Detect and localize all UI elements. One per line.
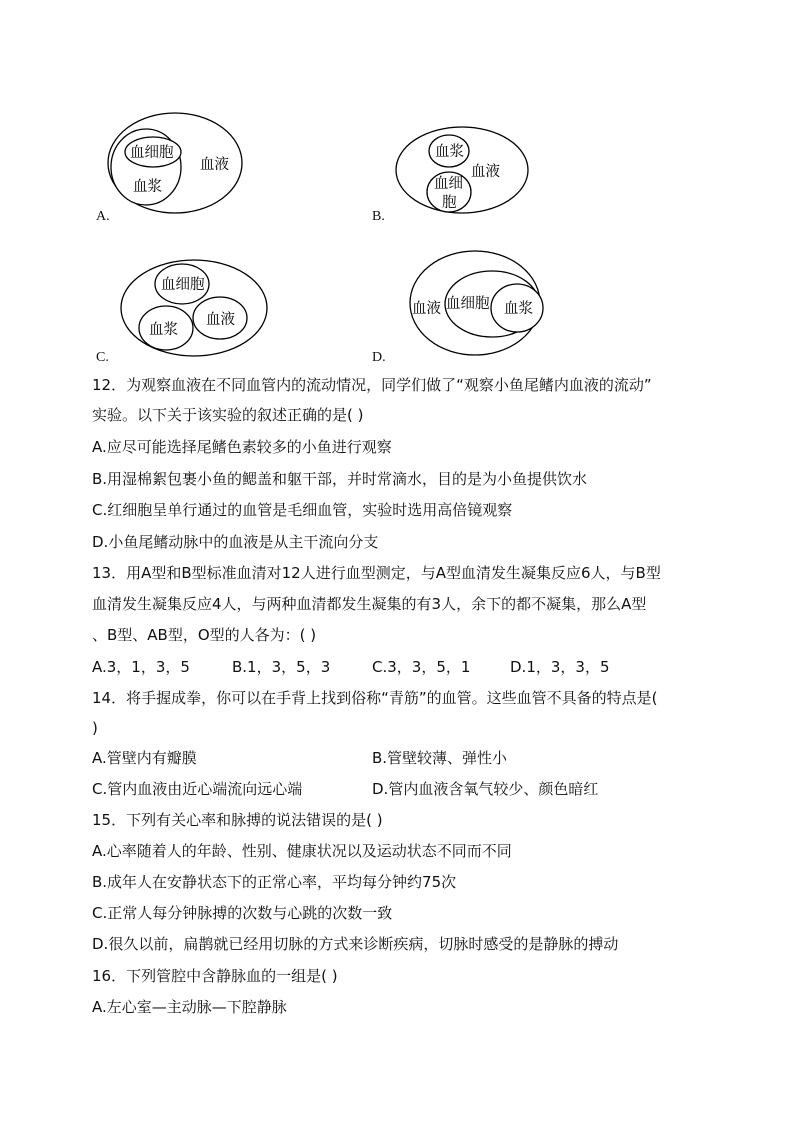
blood-cell-label: 血细胞 xyxy=(161,277,205,293)
q15-option-d: D.很久以前，扁鹊就已经用切脉的方式来诊断疾病，切脉时感受的是静脉的搏动 xyxy=(92,935,619,953)
q15-stem: 15．下列有关心率和脉搏的说法错误的是( ) xyxy=(92,811,383,829)
diagram-d-letter: D. xyxy=(372,350,386,365)
q13-stem-line1: 13．用A型和B型标准血清对12人进行血型测定，与A型血清发生凝集反应6人，与B型 xyxy=(92,564,661,582)
diagram-a xyxy=(108,112,248,222)
diagram-a-letter: A. xyxy=(96,209,110,224)
q13-option-d: D.1，3，3，5 xyxy=(510,658,610,676)
plasma-label: 血浆 xyxy=(435,144,464,160)
blood-cell-label: 血细胞 xyxy=(130,145,174,161)
q14-option-d: D.管内血液含氧气较少、颜色暗红 xyxy=(372,780,599,798)
diagram-c xyxy=(120,260,270,360)
diagram-d xyxy=(409,250,549,360)
diagram-c-letter: C. xyxy=(96,350,109,365)
q13-option-b: B.1，3，5，3 xyxy=(232,658,331,676)
blood-label: 血液 xyxy=(412,301,441,317)
plasma-label: 血浆 xyxy=(504,301,533,317)
q16-stem: 16．下列管腔中含静脉血的一组是( ) xyxy=(92,967,338,985)
q15-option-b: B.成年人在安静状态下的正常心率，平均每分钟约75次 xyxy=(92,873,457,891)
diagram-b-letter: B. xyxy=(372,209,385,224)
q13-stem-line3: 、B型、AB型，O型的人各为：( ) xyxy=(92,626,317,644)
blood-label: 血液 xyxy=(471,164,500,180)
q12-option-b: B.用湿棉絮包裹小鱼的鳃盖和躯干部，并时常滴水，目的是为小鱼提供饮水 xyxy=(92,470,588,488)
q12-option-d: D.小鱼尾鳍动脉中的血液是从主干流向分支 xyxy=(92,533,379,551)
diagram-b xyxy=(396,126,531,216)
q13-stem-line2: 血清发生凝集反应4人，与两种血清都发生凝集的有3人，余下的都不凝集，那么A型 xyxy=(92,595,647,613)
blood-label: 血液 xyxy=(200,157,229,173)
q15-option-a: A.心率随着人的年龄、性别、健康状况以及运动状态不同而不同 xyxy=(92,842,512,860)
q13-option-a: A.3，1，3，5 xyxy=(92,658,190,676)
blood-label: 血液 xyxy=(206,312,235,328)
q14-option-c: C.管内血液由近心端流向远心端 xyxy=(92,780,303,798)
q15-option-c: C.正常人每分钟脉搏的次数与心跳的次数一致 xyxy=(92,904,393,922)
q14-option-b: B.管壁较薄、弹性小 xyxy=(372,749,508,767)
q12-option-c: C.红细胞呈单行通过的血管是毛细血管，实验时选用高倍镜观察 xyxy=(92,501,513,519)
q12-option-a: A.应尽可能选择尾鳍色素较多的小鱼进行观察 xyxy=(92,438,392,456)
plasma-label: 血浆 xyxy=(149,322,178,338)
blood-cell-label: 血细胞 xyxy=(446,296,490,312)
blood-cell-label-line1: 血细 xyxy=(434,176,463,192)
q12-stem-line2: 实验。以下关于该实验的叙述正确的是( ) xyxy=(92,406,364,424)
q12-stem-line1: 12．为观察血液在不同血管内的流动情况，同学们做了“观察小鱼尾鳍内血液的流动” xyxy=(92,376,652,394)
plasma-label: 血浆 xyxy=(133,179,162,195)
q14-option-a: A.管壁内有瓣膜 xyxy=(92,749,197,767)
blood-cell-label-line2: 胞 xyxy=(442,195,457,211)
q14-stem-line1: 14．将手握成拳，你可以在手背上找到俗称“青筋”的血管。这些血管不具备的特点是( xyxy=(92,689,658,707)
q13-option-c: C.3，3，5，1 xyxy=(372,658,471,676)
q14-stem-line2: ) xyxy=(92,719,98,737)
q16-option-a: A.左心室—主动脉—下腔静脉 xyxy=(92,998,287,1016)
